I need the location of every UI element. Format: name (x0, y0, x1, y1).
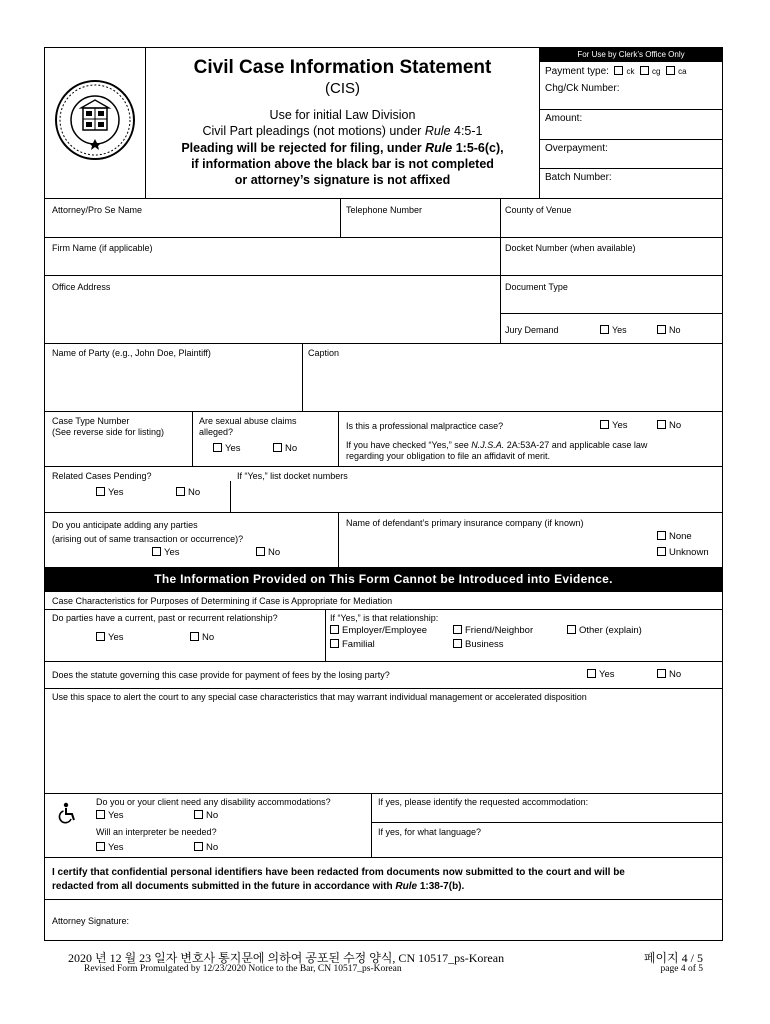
firm-name-field[interactable]: Firm Name (if applicable) (52, 243, 153, 253)
footer-korean: 2020 년 12 월 23 일자 변호사 통지문에 의하여 공포된 수정 양식, CN 10517_ps-Korean (68, 951, 505, 965)
add-parties-yes-option[interactable]: Yes (152, 547, 180, 559)
related-no-option[interactable]: No (176, 487, 200, 499)
other-explain-option[interactable]: Other (explain) (567, 625, 642, 637)
malpractice-yes-option[interactable]: Yes (600, 420, 628, 432)
form-title: Civil Case Information Statement (193, 57, 492, 78)
caption-field[interactable]: Caption (308, 348, 340, 358)
page-number-korean: 페이지 4 / 5 (643, 951, 703, 965)
interpreter-question: Will an interpreter be needed? (96, 827, 217, 837)
relationship-if-yes: If “Yes,” is that relationship: (330, 613, 439, 623)
pay-ca-checkbox[interactable] (666, 66, 675, 75)
header-warning: Pleading will be rejected for filing, under Rule 1:5-6(c), if information above the black bar is not completed or attorney’s signature is not affixed (181, 141, 504, 187)
insurance-none-option[interactable]: None (657, 531, 692, 543)
disability-question: Do you or your client need any disability accommodations? (96, 797, 331, 807)
attorney-name-field[interactable]: Attorney/Pro Se Name (52, 205, 143, 215)
malpractice-note: If you have checked “Yes,” see N.J.S.A. 2A:53A-27 and applicable case law regarding your obligation to file an affidavit of merit. (346, 440, 648, 461)
header-line1: Use for initial Law Division (269, 108, 416, 122)
related-cases-list-field[interactable]: If “Yes,” list docket numbers (237, 471, 348, 481)
disability-yes-option[interactable]: Yes (96, 810, 124, 822)
footer-english: Revised Form Promulgated by 12/23/2020 Notice to the Bar, CN 10517_ps-Korean (84, 964, 402, 974)
court-seal-icon (54, 79, 136, 161)
wheelchair-icon (58, 802, 80, 824)
employer-employee-option[interactable]: Employer/Employee (330, 625, 427, 637)
name-of-party-field[interactable]: Name of Party (e.g., John Doe, Plaintiff) (52, 348, 211, 358)
amount-field[interactable]: Amount: (545, 113, 583, 124)
special-characteristics-field[interactable]: Use this space to alert the court to any special case characteristics that may warrant individual management or accelerated disposition (52, 692, 587, 702)
fees-question: Does the statute governing this case provide for payment of fees by the losing party? (52, 670, 390, 680)
case-type-field[interactable]: Case Type Number (See reverse side for listing) (52, 416, 165, 437)
form-subtitle: (CIS) (325, 80, 360, 97)
batch-number-field[interactable]: Batch Number: (545, 172, 612, 183)
interpreter-yes-option[interactable]: Yes (96, 842, 124, 854)
familial-option[interactable]: Familial (330, 639, 375, 651)
insurance-unknown-option[interactable]: Unknown (657, 547, 709, 559)
sexual-abuse-no-option[interactable]: No (273, 443, 297, 455)
office-address-field[interactable]: Office Address (52, 282, 111, 292)
disability-accommodation-field[interactable]: If yes, please identify the requested accommodation: (378, 797, 589, 807)
friend-neighbor-option[interactable]: Friend/Neighbor (453, 625, 533, 637)
relationship-question: Do parties have a current, past or recurrent relationship? (52, 613, 278, 623)
pay-cg-checkbox[interactable] (640, 66, 649, 75)
pay-ck-checkbox[interactable] (614, 66, 623, 75)
relationship-no-option[interactable]: No (190, 632, 214, 644)
disability-no-option[interactable]: No (194, 810, 218, 822)
insurance-company-field[interactable]: Name of defendant’s primary insurance company (if known) (346, 518, 584, 528)
telephone-field[interactable]: Telephone Number (346, 205, 423, 215)
evidence-notice-bar: The Information Provided on This Form Cannot be Introduced into Evidence. (44, 568, 723, 591)
docket-number-field[interactable]: Docket Number (when available) (505, 243, 636, 253)
certification-text: I certify that confidential personal identifiers have been redacted from documents now submitted to the court and will be redacted from all documents submitted in the future in accordance with Rule 1:38-7(b). (52, 867, 625, 892)
jury-no-option[interactable]: No (657, 324, 681, 336)
interpreter-no-option[interactable]: No (194, 842, 218, 854)
malpractice-no-option[interactable]: No (657, 420, 681, 432)
payment-type-label: Payment type: ck cg ca (545, 66, 687, 77)
jury-yes-option[interactable]: Yes (600, 324, 627, 336)
overpayment-field[interactable]: Overpayment: (545, 143, 608, 154)
page-number-english: page 4 of 5 (660, 964, 703, 974)
attorney-signature-field[interactable]: Attorney Signature: (52, 916, 130, 926)
document-type-field[interactable]: Document Type (505, 282, 568, 292)
mediation-heading: Case Characteristics for Purposes of Determining if Case is Appropriate for Mediation (52, 596, 393, 606)
malpractice-question: Is this a professional malpractice case? (346, 421, 504, 431)
sexual-abuse-question: Are sexual abuse claims alleged? (199, 416, 297, 437)
sexual-abuse-yes-option[interactable]: Yes (213, 443, 241, 455)
jury-demand-label: Jury Demand (505, 325, 559, 335)
signature-block (44, 899, 723, 941)
business-option[interactable]: Business (453, 639, 504, 651)
fees-no-option[interactable]: No (657, 669, 681, 681)
interpreter-language-field[interactable]: If yes, for what language? (378, 827, 482, 837)
chg-ck-number-field[interactable]: Chg/Ck Number: (545, 83, 620, 94)
add-parties-no-option[interactable]: No (256, 547, 280, 559)
related-cases-question: Related Cases Pending? (52, 471, 152, 481)
header-line2: Civil Part pleadings (not motions) under Rule 4:5-1 (202, 124, 483, 138)
add-parties-question: Do you anticipate adding any parties (arising out of same transaction or occurrence)? (52, 520, 244, 544)
fees-yes-option[interactable]: Yes (587, 669, 615, 681)
relationship-yes-option[interactable]: Yes (96, 632, 124, 644)
clerk-heading: For Use by Clerk’s Office Only (540, 48, 722, 62)
county-field[interactable]: County of Venue (505, 205, 572, 215)
related-yes-option[interactable]: Yes (96, 487, 124, 499)
